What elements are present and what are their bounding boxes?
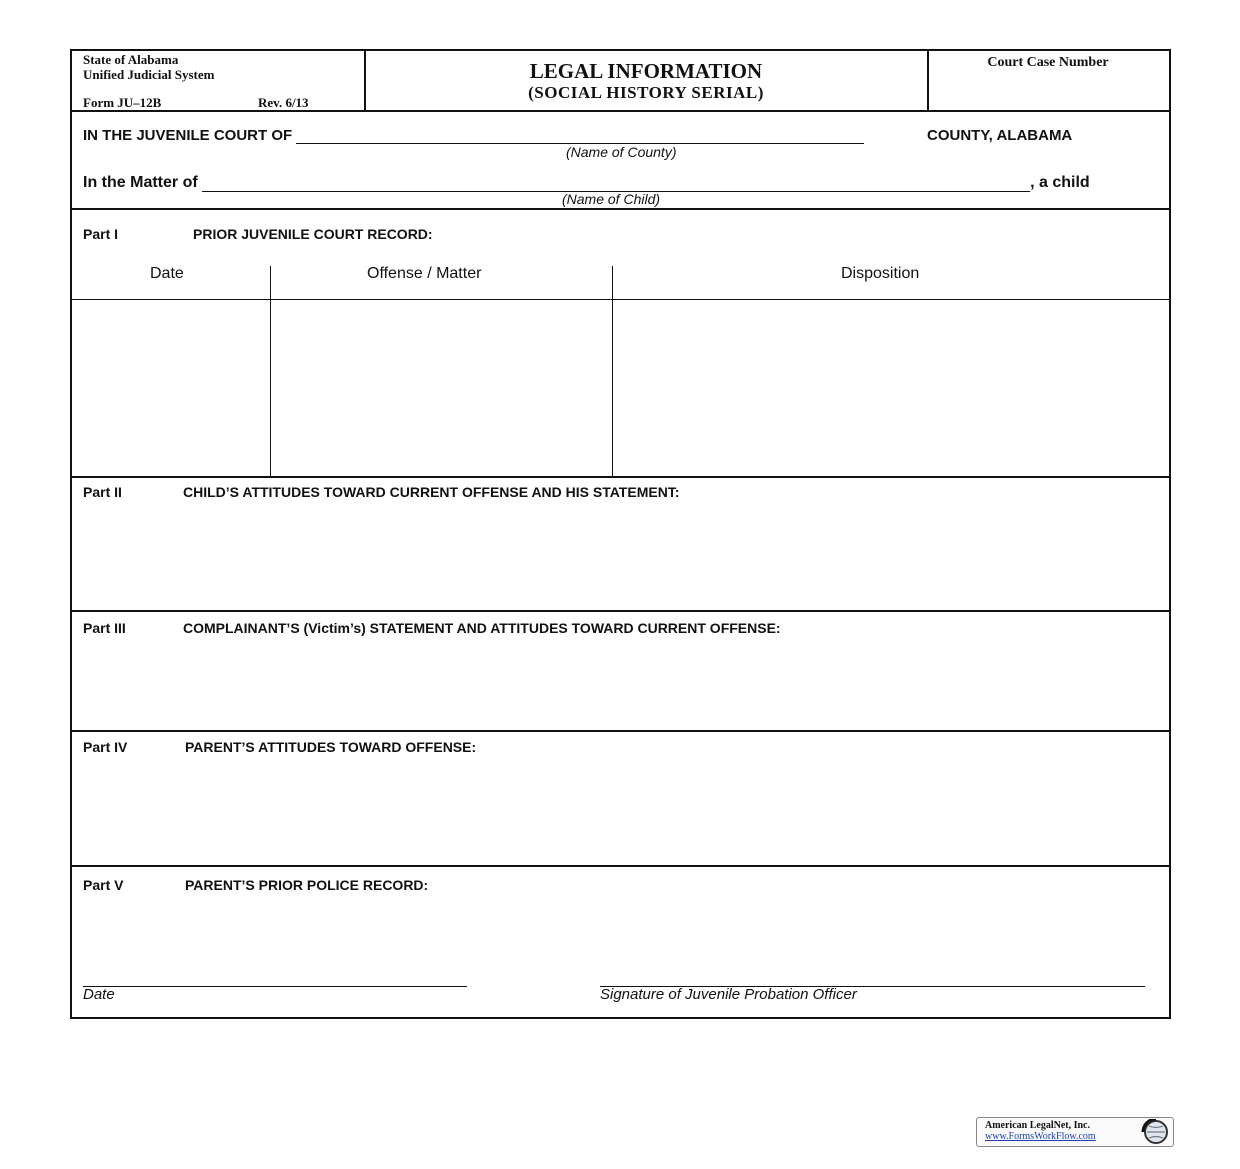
- state-name: State of Alabama: [83, 52, 179, 67]
- part-4-heading: [83, 739, 477, 755]
- county-name-field[interactable]: [296, 130, 864, 144]
- juvenile-court-line: [83, 127, 864, 144]
- header-agency: [83, 52, 214, 82]
- form-revision: Rev. 6/13: [258, 95, 309, 110]
- part-4-number: Part IV: [83, 739, 128, 755]
- part-3-heading: [83, 620, 781, 636]
- date-signature-line[interactable]: [83, 986, 467, 987]
- form-subtitle: (SOCIAL HISTORY SERIAL): [528, 83, 764, 102]
- form-number: Form JU–12B: [83, 95, 162, 110]
- column-date-header: Date: [150, 265, 184, 282]
- part-5-response-area[interactable]: [72, 899, 1169, 969]
- part-5-number: Part V: [83, 877, 124, 893]
- part-4-response-area[interactable]: [72, 761, 1169, 864]
- part-2-bottom-rule: [72, 610, 1169, 612]
- part-2-number: Part II: [83, 484, 122, 500]
- matter-prefix: In the Matter of: [83, 174, 198, 191]
- form-title: LEGAL INFORMATION: [529, 59, 763, 83]
- caption-bottom-rule: [72, 208, 1169, 210]
- legal-information-form: [70, 49, 1171, 1019]
- record-offense-cell[interactable]: [271, 300, 612, 476]
- part-1-number: Part I: [83, 226, 119, 242]
- child-name-field[interactable]: [202, 178, 1030, 192]
- part-5-title: PARENT’S PRIOR POLICE RECORD:: [185, 877, 429, 893]
- county-suffix: COUNTY, ALABAMA: [927, 127, 1073, 144]
- court-case-number-label: Court Case Number: [987, 55, 1109, 70]
- part-4-bottom-rule: [72, 865, 1169, 867]
- part-2-title: CHILD’S ATTITUDES TOWARD CURRENT OFFENSE AND HIS STATEMENT:: [183, 484, 680, 500]
- form-title-block: [365, 59, 927, 102]
- matter-line: [83, 174, 1090, 192]
- county-hint: (Name of County): [566, 144, 677, 160]
- header-bottom-rule: [72, 110, 1169, 112]
- american-legalnet-badge[interactable]: [976, 1117, 1174, 1147]
- part-3-number: Part III: [83, 620, 126, 636]
- part-1-heading: [83, 226, 433, 242]
- globe-logo-icon: [1137, 1119, 1171, 1145]
- part-3-bottom-rule: [72, 730, 1169, 732]
- part-3-response-area[interactable]: [72, 642, 1169, 729]
- badge-company: American LegalNet, Inc.: [985, 1120, 1090, 1131]
- part-3-title: COMPLAINANT’S (Victim’s) STATEMENT AND ATTITUDES TOWARD CURRENT OFFENSE:: [183, 620, 781, 636]
- officer-signature-caption: Signature of Juvenile Probation Officer: [600, 986, 857, 1003]
- court-prefix: IN THE JUVENILE COURT OF: [83, 127, 293, 144]
- part-1-bottom-rule: [72, 476, 1169, 478]
- column-disposition-header: Disposition: [841, 265, 920, 282]
- badge-url[interactable]: www.FormsWorkFlow.com: [985, 1131, 1096, 1142]
- form-id-row: [83, 95, 309, 111]
- part-4-title: PARENT’S ATTITUDES TOWARD OFFENSE:: [185, 739, 477, 755]
- child-hint: (Name of Child): [562, 191, 661, 207]
- part-5-heading: [83, 877, 429, 893]
- matter-suffix: , a child: [1030, 174, 1090, 191]
- part-2-heading: [83, 484, 680, 500]
- part-1-title: PRIOR JUVENILE COURT RECORD:: [193, 226, 433, 242]
- part-2-response-area[interactable]: [72, 506, 1169, 609]
- record-date-cell[interactable]: [72, 300, 270, 476]
- system-name: Unified Judicial System: [83, 67, 215, 82]
- record-disposition-cell[interactable]: [613, 300, 1169, 476]
- date-caption: Date: [83, 986, 115, 1003]
- column-offense-header: Offense / Matter: [367, 265, 482, 282]
